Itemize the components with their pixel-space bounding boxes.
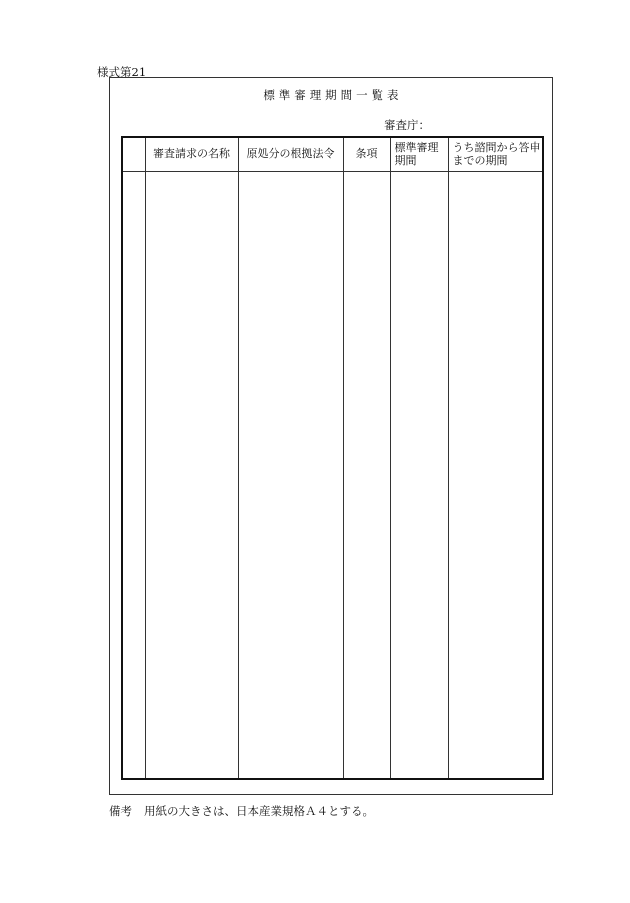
header-legal-basis: 原処分の根拠法令: [238, 137, 343, 171]
header-article: 条項: [343, 137, 390, 171]
header-standard-period: 標準審理期間: [390, 137, 448, 171]
document-title: 標 準 審 理 期 間 一 覧 表: [263, 88, 399, 102]
note-heading: 備考: [109, 804, 132, 818]
note-text: 用紙の大きさは、日本産業規格Ａ４とする。: [144, 804, 374, 818]
cell-article: [343, 171, 390, 779]
note: [109, 803, 374, 819]
period-table: [121, 136, 544, 780]
cell-consultation-period: [448, 171, 543, 779]
form-frame: [109, 77, 553, 795]
header-request-name: 審査請求の名称: [145, 137, 238, 171]
cell-blank: [122, 171, 145, 779]
agency-label: 審査庁：: [384, 118, 430, 132]
cell-legal-basis: [238, 171, 343, 779]
form-number: 様式第21: [97, 65, 147, 79]
header-consultation-period: うち諮問から答申までの期間: [448, 137, 543, 171]
cell-request-name: [145, 171, 238, 779]
header-blank: [122, 137, 145, 171]
table-row: [122, 171, 543, 779]
cell-standard-period: [390, 171, 448, 779]
table-header-row: [122, 137, 543, 171]
